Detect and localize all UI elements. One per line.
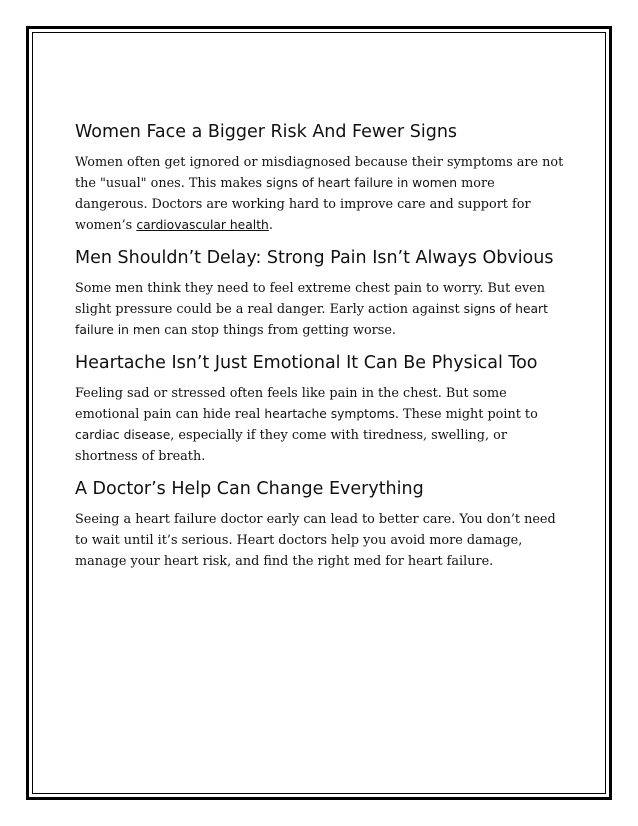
section-doctor xyxy=(75,477,565,572)
section-heading: Men Shouldn’t Delay: Strong Pain Isn’t Always Obvious xyxy=(75,248,554,268)
paragraph-text: Feeling sad or stressed often feels like pain in the chest. But some emotional pain can hide real xyxy=(75,386,507,422)
section-women xyxy=(75,120,565,236)
paragraph-text: can stop things from getting worse. xyxy=(160,323,396,338)
keyword-link[interactable]: cardiac disease xyxy=(75,428,171,442)
section-paragraph xyxy=(75,152,565,236)
section-paragraph xyxy=(75,383,565,467)
section-heading: Women Face a Bigger Risk And Fewer Signs xyxy=(75,122,458,142)
paragraph-text: Women often get ignored or misdiagnosed because their symptoms are not the "usual" ones. This makes xyxy=(75,155,564,191)
article-content xyxy=(75,120,565,582)
section-paragraph xyxy=(75,509,565,572)
section-heading: A Doctor’s Help Can Change Everything xyxy=(75,479,424,499)
paragraph-text: , especially if they come with tiredness, swelling, or shortness of breath. xyxy=(75,428,507,464)
paragraph-text: . xyxy=(268,218,273,233)
paragraph-text: Seeing a heart failure doctor early can lead to better care. You don’t need to wait until it’s serious. Heart doctors help you avoid more damage, manage your heart risk, and find the right med for heart failure. xyxy=(75,512,556,569)
section-heartache xyxy=(75,351,565,467)
paragraph-text: . These might point to xyxy=(394,407,538,422)
keyword-link[interactable]: heartache symptoms xyxy=(264,407,395,421)
keyword-link[interactable]: signs of heart failure in men xyxy=(75,302,548,337)
hyperlink[interactable]: cardiovascular health xyxy=(136,218,269,232)
paragraph-text: Some men think they need to feel extreme chest pain to worry. But even slight pressure could be a real danger. Early action against xyxy=(75,281,545,317)
keyword-link[interactable]: signs of heart failure in women xyxy=(266,176,458,190)
paragraph-text: more dangerous. Doctors are working hard to improve care and support for women’s xyxy=(75,176,531,233)
section-men xyxy=(75,246,565,341)
section-paragraph xyxy=(75,278,565,341)
section-heading: Heartache Isn’t Just Emotional It Can Be Physical Too xyxy=(75,353,538,373)
